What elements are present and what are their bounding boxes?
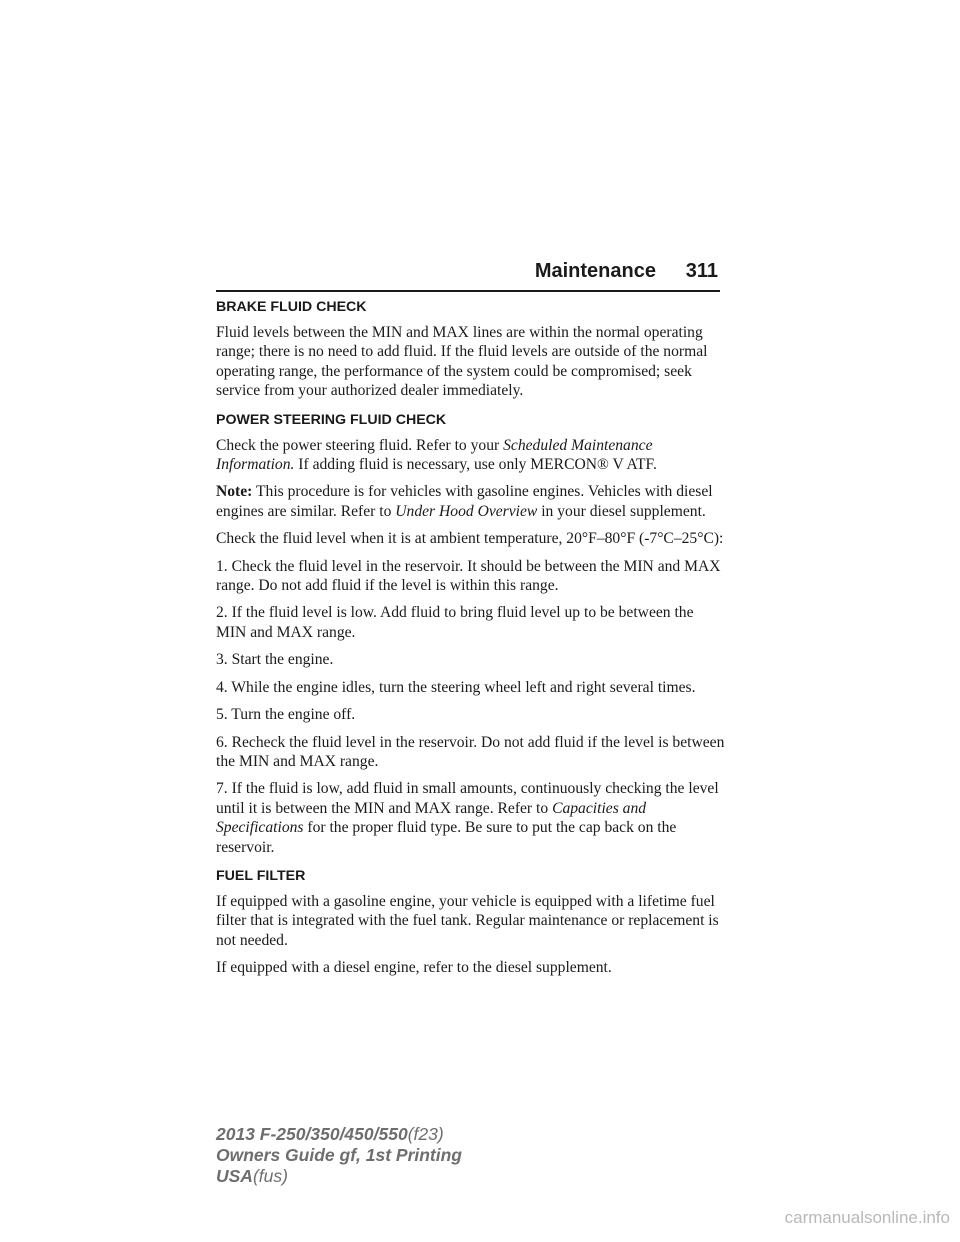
step-4: 4. While the engine idles, turn the steering wheel left and right several times.: [216, 678, 696, 696]
footer-line-1: 2013 F-250/350/450/550(f23): [216, 1124, 444, 1144]
step-1: 1. Check the fluid level in the reservoir. It should be between the MIN and MAX range. Do not add fluid if the level is within this range.: [216, 557, 721, 595]
step-5: 5. Turn the engine off.: [216, 706, 356, 724]
note-label: Note:: [216, 483, 253, 501]
step-3: 3. Start the engine.: [216, 651, 334, 669]
step-2: 2. If the fluid level is low. Add fluid to bring fluid level up to be between the MIN and MAX range.: [216, 604, 694, 641]
brake-fluid-paragraph: Fluid levels between the MIN and MAX lines are within the normal operating range; there is no need to add fluid. If the fluid levels are outside of the normal operating range, the performance of the system could be compromised; seek service from your authorized dealer immediately.: [216, 324, 708, 400]
fuel-filter-paragraph-2: If equipped with a diesel engine, refer to the diesel supplement.: [216, 959, 612, 977]
fuel-filter-paragraph-1: If equipped with a gasoline engine, your vehicle is equipped with a lifetime fuel filter that is integrated with the fuel tank. Regular maintenance or replacement is not needed.: [216, 892, 719, 949]
footer-line-2: Owners Guide gf, 1st Printing: [216, 1145, 462, 1165]
watermark: carmanualsonline.info: [784, 1208, 950, 1227]
note-paragraph: Note: This procedure is for vehicles with gasoline engines. Vehicles with diesel engines are similar. Refer to Under Hood Overview in your diesel supplement.: [216, 483, 713, 520]
page-number: 311: [685, 260, 718, 282]
power-steering-intro: Check the power steering fluid. Refer to your Scheduled Maintenance Information. If adding fluid is necessary, use only MERCON® V ATF.: [216, 436, 657, 474]
footer-line-3: USA(fus): [216, 1166, 288, 1186]
brake-fluid-heading: BRAKE FLUID CHECK: [216, 299, 367, 315]
scheduled-maintenance-reference: Scheduled Maintenance Information.: [216, 436, 653, 474]
document-footer: [216, 1124, 462, 1187]
section-title: Maintenance: [534, 260, 656, 282]
power-steering-heading: POWER STEERING FLUID CHECK: [216, 411, 447, 428]
temperature-paragraph: Check the fluid level when it is at ambient temperature, 20°F–80°F (-7°C–25°C):: [216, 530, 724, 548]
step-6: 6. Recheck the fluid level in the reservoir. Do not add fluid if the level is between the MIN and MAX range.: [216, 733, 725, 770]
under-hood-reference: Under Hood Overview: [395, 502, 538, 520]
step-7: 7. If the fluid is low, add fluid in small amounts, continuously checking the level until it is between the MIN and MAX range. Refer to Capacities and Specifications for the proper fluid type. Be sure to put the cap back on the reservoir.: [216, 780, 719, 856]
capacities-reference: Capacities and Specifications: [216, 799, 647, 837]
running-header: [216, 254, 720, 292]
fuel-filter-heading: FUEL FILTER: [216, 867, 306, 884]
page-content: [216, 298, 726, 986]
